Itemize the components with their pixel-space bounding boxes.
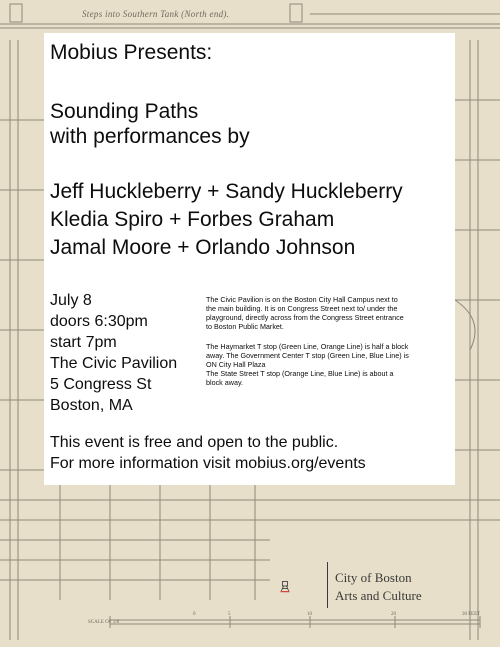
scale-label: 30 FEET (462, 612, 481, 617)
drawing-caption: Steps into Southern Tank (North end). (82, 9, 230, 19)
event-flyer-card (44, 33, 455, 485)
event-detail: doors 6:30pm (50, 313, 148, 330)
venue-note: playground, directly across from the Congress Street entrance (206, 313, 404, 322)
scale-label: 5 (228, 612, 231, 617)
performer-line: Jeff Huckleberry + Sandy Huckleberry (50, 180, 403, 203)
logo-divider (327, 562, 328, 608)
footer-line: This event is free and open to the public. (50, 434, 339, 451)
venue-note: the main building. It is on Congress Street next to/ under the (206, 304, 398, 313)
event-detail: July 8 (50, 292, 92, 309)
scale-label: 20 (391, 612, 396, 617)
venue-note: to Boston Public Market. (206, 322, 284, 331)
scale-label: SCALE OF 1/8 (88, 620, 120, 625)
flyer-heading: Mobius Presents: (50, 41, 213, 64)
performer-line: Kledia Spiro + Forbes Graham (50, 208, 335, 231)
transit-note: The Haymarket T stop (Green Line, Orange Line) is half a block (206, 342, 409, 351)
footer-line-link[interactable]: For more information visit mobius.org/events (50, 455, 366, 472)
transit-note: block away. (206, 378, 244, 387)
event-detail: start 7pm (50, 334, 117, 351)
event-detail: 5 Congress St (50, 376, 152, 393)
transit-note: The State Street T stop (Orange Line, Blue Line) is about a (206, 369, 394, 378)
flyer-title-line: with performances by (50, 125, 250, 148)
event-detail: The Civic Pavilion (50, 355, 178, 372)
logo-text-line: Arts and Culture (335, 588, 422, 603)
scale-label: 10 (307, 612, 312, 617)
scale-label: 0 (193, 612, 196, 617)
transit-note: away. The Government Center T stop (Green Line, Blue Line) is (206, 351, 409, 360)
easel-logo-icon (280, 562, 320, 612)
flyer-title-line: Sounding Paths (50, 100, 199, 123)
performer-line: Jamal Moore + Orlando Johnson (50, 236, 356, 259)
event-detail: Boston, MA (50, 397, 133, 414)
transit-note: ON City Hall Plaza (206, 360, 266, 369)
logo-text-line: City of Boston (335, 570, 412, 585)
venue-note: The Civic Pavilion is on the Boston City Hall Campus next to (206, 295, 398, 304)
